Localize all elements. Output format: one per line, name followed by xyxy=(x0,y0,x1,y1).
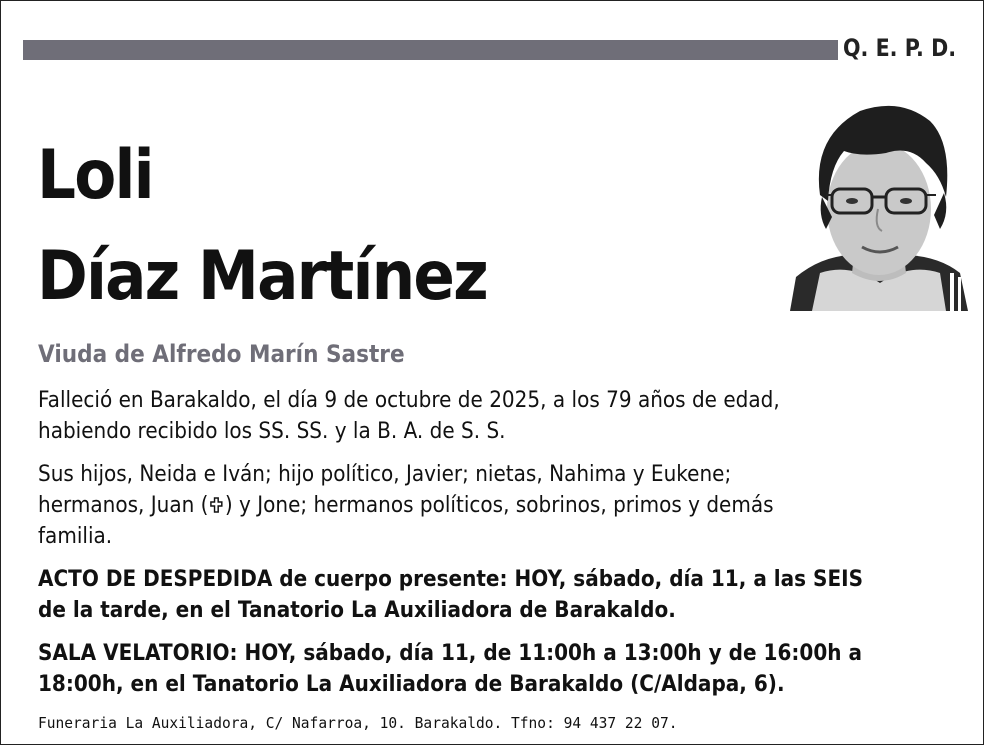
wake-room-line: SALA VELATORIO: HOY, sábado, día 11, de 11:00h a 13:00h y de 16:00h a xyxy=(38,641,863,666)
cross-icon xyxy=(208,496,224,514)
farewell-act-line: de la tarde, en el Tanatorio La Auxiliadora de Barakaldo. xyxy=(38,598,676,623)
death-details-paragraph xyxy=(38,385,939,447)
farewell-act-line: ACTO DE DESPEDIDA de cuerpo presente: HOY, sábado, día 11, a las SEIS xyxy=(38,567,864,592)
wake-room-line: 18:00h, en el Tanatorio La Auxiliadora de Barakaldo (C/Aldapa, 6). xyxy=(38,672,785,697)
family-line: Sus hijos, Neida e Iván; hijo político, Javier; nietas, Nahima y Eukene; xyxy=(38,462,732,487)
death-details-line: habiendo recibido los SS. SS. y la B. A. de S. S. xyxy=(38,419,506,444)
farewell-act-paragraph xyxy=(38,564,939,626)
deceased-first-name: Loli xyxy=(37,136,153,215)
widow-subtitle: Viuda de Alfredo Marín Sastre xyxy=(38,340,405,368)
qepd-label: Q. E. P. D. xyxy=(843,34,957,62)
portrait-photo xyxy=(790,97,968,311)
family-line xyxy=(38,490,939,521)
family-paragraph xyxy=(38,459,939,552)
wake-room-paragraph xyxy=(38,638,939,700)
header-bar xyxy=(23,40,838,60)
family-line-part: hermanos, Juan ( xyxy=(38,493,209,518)
portrait-photo-icon xyxy=(790,97,968,311)
funeral-home-footer: Funeraria La Auxiliadora, C/ Nafarroa, 10. Barakaldo. Tfno: 94 437 22 07. xyxy=(38,714,678,732)
family-line: familia. xyxy=(38,524,113,549)
deceased-surnames: Díaz Martínez xyxy=(37,237,487,316)
death-details-line: Falleció en Barakaldo, el día 9 de octubre de 2025, a los 79 años de edad, xyxy=(38,388,780,413)
family-line-part: ) y Jone; hermanos políticos, sobrinos, primos y demás xyxy=(224,493,774,518)
